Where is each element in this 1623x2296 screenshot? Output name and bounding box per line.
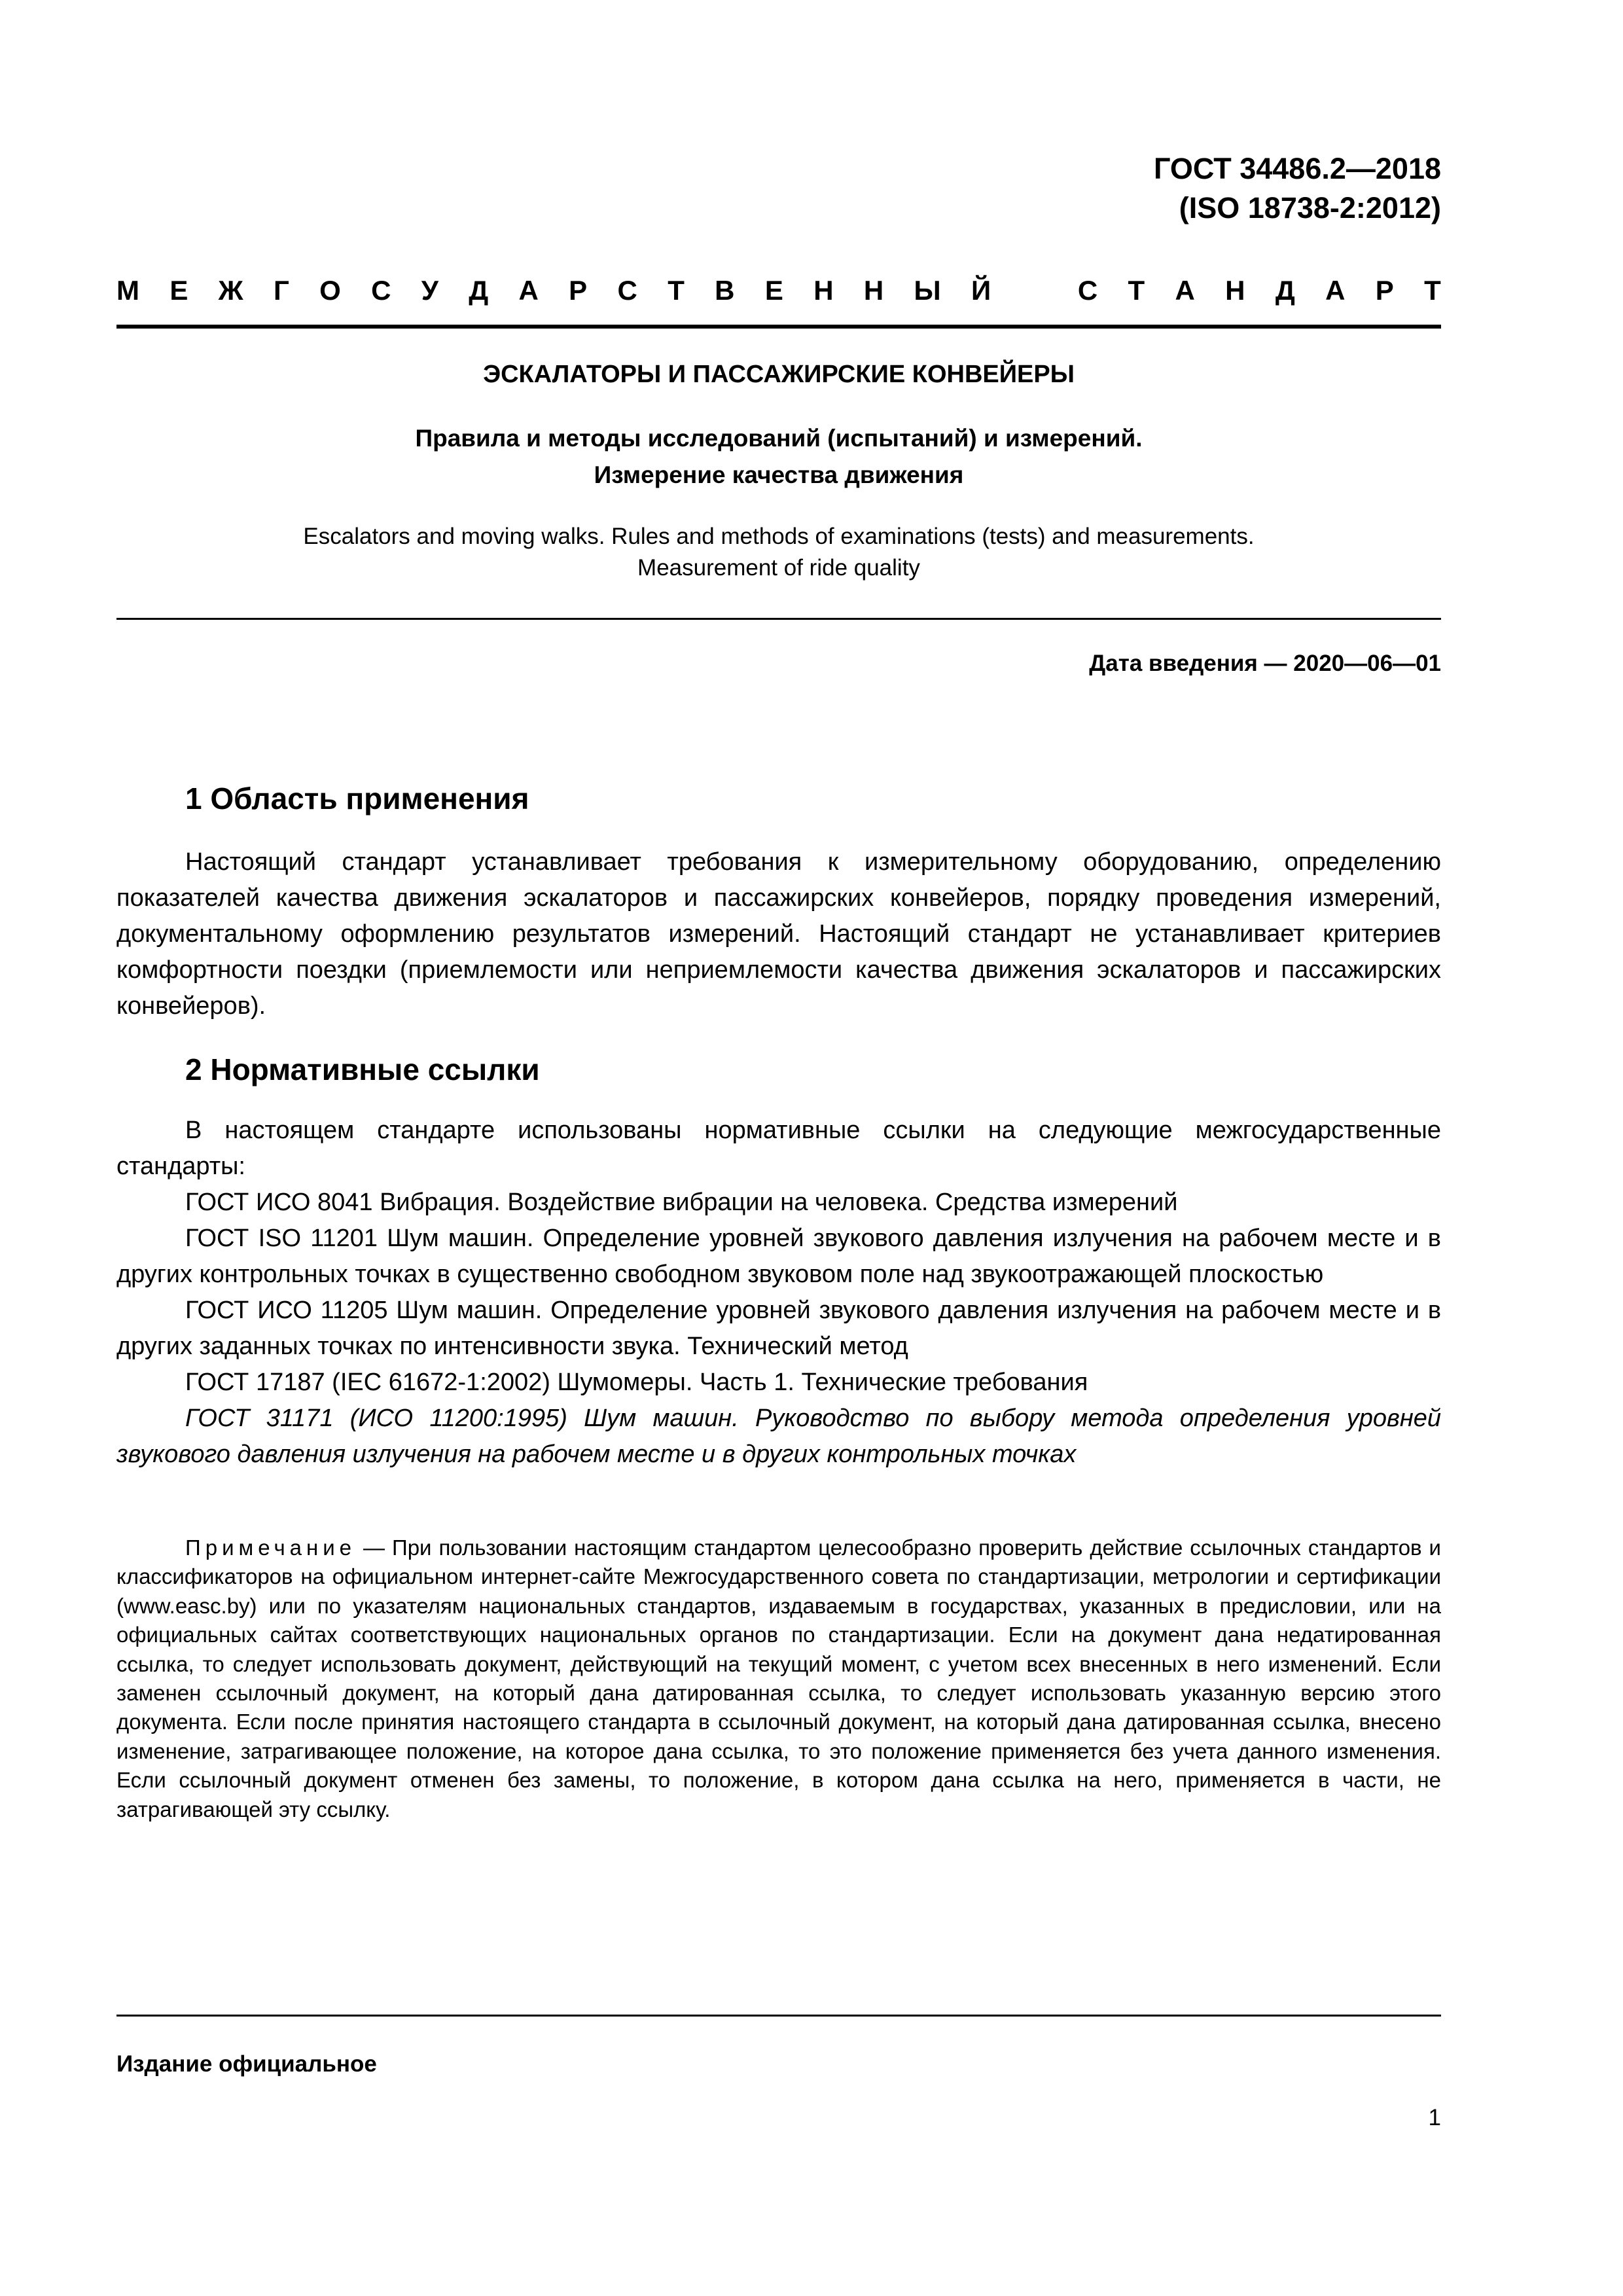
note-paragraph	[116, 1534, 1441, 1824]
subtitle-line: Измерение качества движения	[594, 461, 964, 488]
banner-letter: Р	[569, 275, 588, 306]
section-2-intro: В настоящем стандарте использованы нормативные ссылки на следующие межгосударственные стандарты:	[116, 1117, 1441, 1180]
introduction-date: Дата введения — 2020—06—01	[1089, 651, 1441, 676]
title-english	[116, 521, 1441, 584]
reference-note	[116, 1534, 1441, 1824]
subtitle-line: Правила и методы исследований (испытаний) и измерений.	[415, 425, 1143, 452]
banner-letter: Н	[863, 275, 884, 306]
banner-letter: Д	[1275, 275, 1295, 306]
note-label: Примечание	[185, 1535, 357, 1560]
banner-letter: С	[371, 275, 391, 306]
banner-letter: Р	[1375, 275, 1394, 306]
section-1-heading: 1 Область применения	[185, 781, 529, 816]
designation-iso: (ISO 18738-2:2012)	[1179, 191, 1441, 224]
banner-letter: С	[617, 275, 637, 306]
banner-letter: А	[1325, 275, 1346, 306]
normative-reference: ГОСТ 31171 (ИСО 11200:1995) Шум машин. Руководство по выбору метода определения уровней звукового давления излучения на рабочем месте и в других контрольных точках	[116, 1405, 1441, 1468]
banner-letter: М	[116, 275, 139, 306]
note-text: — При пользовании настоящим стандартом целесообразно проверить действие ссылочных стандартов и классификаторов на официальном интернет-сайте Межгосударственного совета по стандартизации, метрологии и сертификации (www.easc.by) или по указателям национальных стандартов, издаваемым в государствах, указанных в предисловии, или на официальных сайтах соответствующих национальных органов по стандартизации. Если на документ дана недатированная ссылка, то следует использовать документ, действующий на текущий момент, с учетом всех внесенных в него изменений. Если заменен ссылочный документ, на который дана датированная ссылка, то следует использовать указанную версию этого документа. Если после принятия настоящего стандарта в ссылочный документ, на который дана датированная ссылка, внесено изменение, затрагивающее положение, на которое дана ссылка, то это положение применяется без учета данного изменения. Если ссылочный документ отменен без замены, то положение, в котором дана ссылка на него, применяется в части, не затрагивающей эту ссылку.	[116, 1535, 1441, 1821]
header-divider	[116, 325, 1441, 329]
banner-letter: Д	[469, 275, 489, 306]
banner-letter: Ы	[914, 275, 941, 306]
section-2-body	[116, 1113, 1441, 1473]
banner-letter: Н	[813, 275, 834, 306]
banner-letter: А	[1175, 275, 1195, 306]
banner-letter: Г	[273, 275, 289, 306]
banner-letter: С	[1077, 275, 1098, 306]
page-number: 1	[1428, 2105, 1441, 2130]
official-edition-label: Издание официальное	[116, 2051, 377, 2077]
banner-letter: Н	[1225, 275, 1245, 306]
section-2-heading: 2 Нормативные ссылки	[185, 1052, 540, 1086]
banner-letter: Т	[1424, 275, 1441, 306]
normative-reference: ГОСТ ИСО 11205 Шум машин. Определение уровней звукового давления излучения на рабочем месте и в других заданных точках по интенсивности звука. Технический метод	[116, 1297, 1441, 1360]
title-english-line: Escalators and moving walks. Rules and methods of examinations (tests) and measurements.	[303, 524, 1255, 549]
designation-gost: ГОСТ 34486.2—2018	[1153, 152, 1441, 185]
banner-letter: Т	[1128, 275, 1145, 306]
banner-letter: Е	[169, 275, 188, 306]
banner-letter: Е	[764, 275, 783, 306]
subtitle-russian	[116, 420, 1441, 493]
standard-designation	[1154, 149, 1441, 228]
title-russian: ЭСКАЛАТОРЫ И ПАССАЖИРСКИЕ КОНВЕЙЕРЫ	[483, 361, 1075, 388]
banner-word-gap	[1022, 274, 1048, 308]
banner-letter: О	[319, 275, 341, 306]
banner-letter: В	[715, 275, 735, 306]
title-english-line: Measurement of ride quality	[637, 555, 920, 581]
banner-letter: Й	[971, 275, 991, 306]
banner-letter: А	[518, 275, 539, 306]
section-1-paragraph: Настоящий стандарт устанавливает требования к измерительному оборудованию, определению показателей качества движения эскалаторов и пассажирских конвейеров, порядку проведения измерений, документальному оформлению результатов измерений. Настоящий стандарт не устанавливает критериев комфортности поездки (приемлемости или неприемлемости качества движения эскалаторов и пассажирских конвейеров).	[116, 848, 1441, 1020]
title-divider	[116, 618, 1441, 620]
normative-reference: ГОСТ 17187 (IEC 61672-1:2002) Шумомеры. Часть 1. Технические требования	[185, 1369, 1088, 1396]
normative-reference: ГОСТ ISO 11201 Шум машин. Определение уровней звукового давления излучения на рабочем месте и в других контрольных точках в существенно свободном звуковом поле над звукоотражающей плоскостью	[116, 1225, 1441, 1288]
interstate-standard-banner	[116, 274, 1441, 308]
footer-divider	[116, 2015, 1441, 2017]
section-1-body	[116, 844, 1441, 1024]
banner-letter: У	[421, 275, 438, 306]
banner-letter: Ж	[218, 275, 243, 306]
banner-letter: Т	[668, 275, 685, 306]
normative-reference: ГОСТ ИСО 8041 Вибрация. Воздействие вибрации на человека. Средства измерений	[185, 1189, 1178, 1216]
